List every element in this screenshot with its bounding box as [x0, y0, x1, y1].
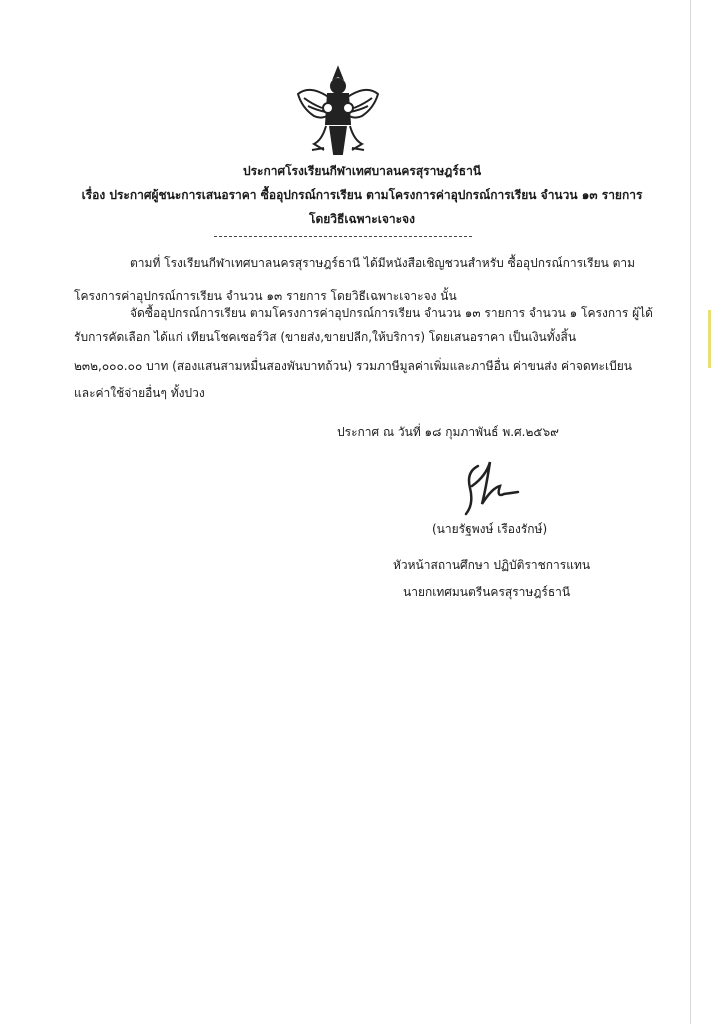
page-edge [690, 0, 691, 1024]
body-line-6: และค่าใช้จ่ายอื่นๆ ทั้งปวง [74, 386, 205, 400]
body-line-4: รับการคัดเลือก ได้แก่ เทียนโชคเซอร์วิส (ขายส่ง,ขายปลีก,ให้บริการ) โดยเสนอราคา เป็นเงินทั้งสิ้น [74, 330, 577, 344]
signer-position: หัวหน้าสถานศึกษา ปฏิบัติราชการแทน [393, 558, 591, 572]
signer-authority: นายกเทศมนตรีนครสุราษฎร์ธานี [403, 585, 571, 599]
signature-icon [456, 458, 526, 518]
separator-line [214, 236, 472, 237]
body-line-2: โครงการค่าอุปกรณ์การเรียน จำนวน ๑๓ รายการ โดยวิธีเฉพาะเจาะจง นั้น [74, 289, 457, 303]
announcement-date: ประกาศ ณ วันที่ ๑๘ กุมภาพันธ์ พ.ศ.๒๕๖๙ [337, 425, 559, 439]
body-line-5: ๒๓๒,๐๐๐.๐๐ บาท (สองแสนสามหมื่นสองพันบาทถ้วน) รวมภาษีมูลค่าเพิ่มและภาษีอื่น ค่าขนส่ง ค่าจดทะเบียน [74, 359, 632, 373]
announcement-title: ประกาศโรงเรียนกีฬาเทศบาลนครสุราษฎร์ธานี [242, 164, 482, 178]
garuda-emblem-icon [292, 64, 384, 160]
announcement-subject: เรื่อง ประกาศผู้ชนะการเสนอราคา ซื้ออุปกรณ์การเรียน ตามโครงการค่าอุปกรณ์การเรียน จำนวน ๑๓ รายการ [81, 188, 643, 202]
signer-name: (นายรัฐพงษ์ เรืองรักษ์) [432, 522, 548, 536]
announcement-method: โดยวิธีเฉพาะเจาะจง [309, 212, 415, 226]
body-line-3: จัดซื้ออุปกรณ์การเรียน ตามโครงการค่าอุปกรณ์การเรียน จำนวน ๑๓ รายการ จำนวน ๑ โครงการ ผู้ได้ [130, 306, 653, 320]
highlight-mark [708, 310, 711, 368]
body-line-1: ตามที่ โรงเรียนกีฬาเทศบาลนครสุราษฎร์ธานี ได้มีหนังสือเชิญชวนสำหรับ ซื้ออุปกรณ์การเรียน ตาม [130, 256, 636, 270]
